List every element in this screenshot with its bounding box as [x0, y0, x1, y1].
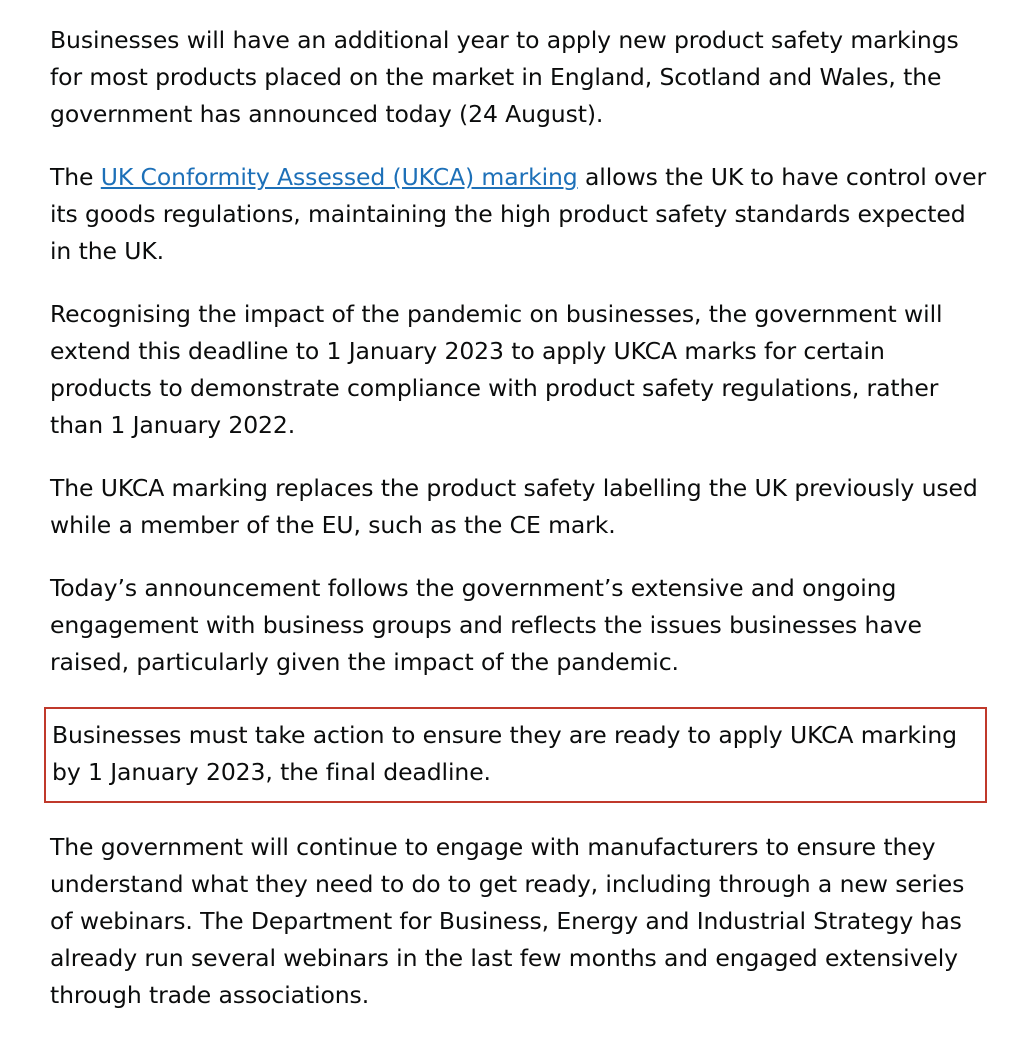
paragraph-engagement: Today’s announcement follows the government’s extensive and ongoing engagement with business groups and reflects the issues businesses have raised, particularly given the impact of the pandemic. — [50, 574, 922, 676]
paragraph-ukca-marking — [50, 159, 987, 270]
paragraph-ce-mark: The UKCA marking replaces the product safety labelling the UK previously used while a member of the EU, such as the CE mark. — [50, 474, 978, 539]
paragraph-highlighted-action: Businesses must take action to ensure they are ready to apply UKCA marking by 1 January 2023, the final deadline. — [52, 721, 957, 786]
ukca-marking-link[interactable]: UK Conformity Assessed (UKCA) marking — [100, 163, 578, 191]
highlight-annotation-box — [44, 707, 987, 803]
paragraph-webinars: The government will continue to engage with manufacturers to ensure they understand what they need to do to get ready, including through a new series of webinars. The Department for Business, Energy and Industrial Strategy has already run several webinars in the last few months and engaged extensively through trade associations. — [50, 833, 965, 1009]
paragraph-ukca-prefix: The — [50, 163, 101, 191]
paragraph-announcement: Businesses will have an additional year to apply new product safety markings for most products placed on the market in England, Scotland and Wales, the government has announced today (24 August). — [50, 26, 959, 128]
paragraph-deadline-extension: Recognising the impact of the pandemic on businesses, the government will extend this deadline to 1 January 2023 to apply UKCA marks for certain products to demonstrate compliance with product safety regulations, rather than 1 January 2022. — [50, 300, 943, 439]
paragraph-ukca-suffix: allows the UK to have control over its goods regulations, maintaining the high product safety standards expected in the UK. — [50, 163, 987, 265]
